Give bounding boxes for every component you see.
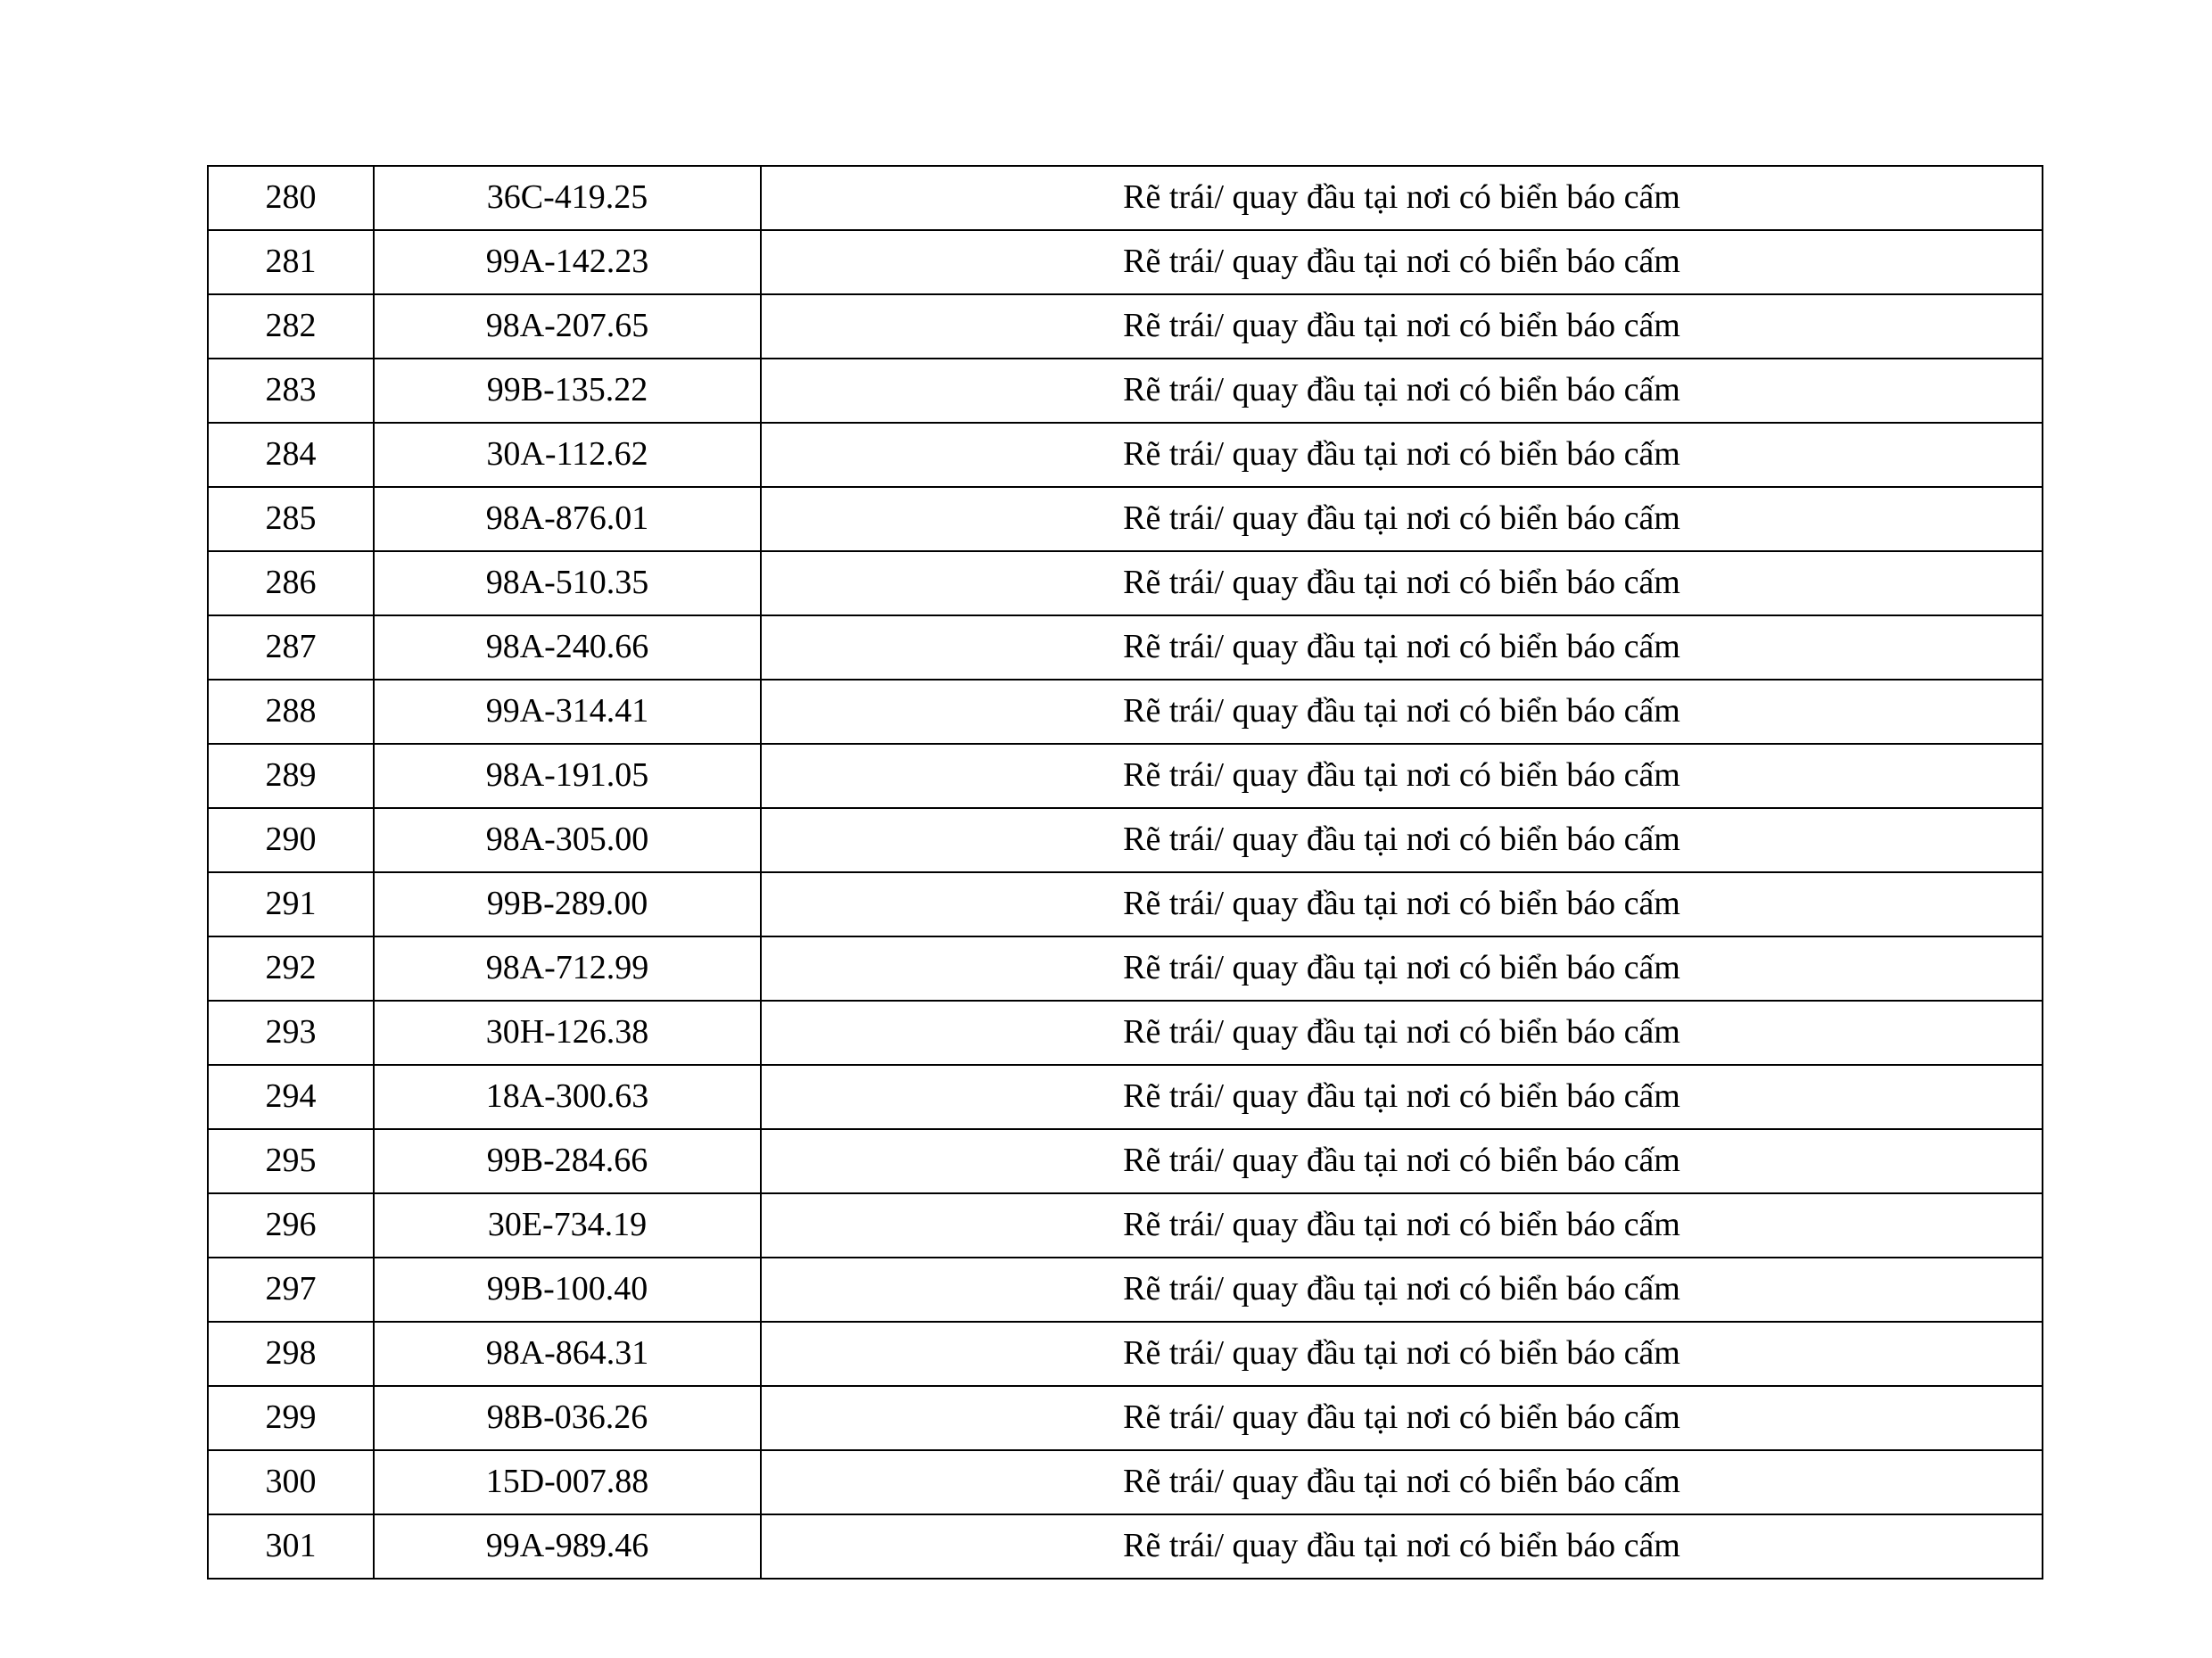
table-row <box>208 808 2043 872</box>
cell-violation-description: Rẽ trái/ quay đầu tại nơi có biển báo cấm <box>761 1129 2043 1193</box>
cell-violation-description: Rẽ trái/ quay đầu tại nơi có biển báo cấm <box>761 1450 2043 1514</box>
cell-violation-description: Rẽ trái/ quay đầu tại nơi có biển báo cấm <box>761 423 2043 487</box>
table-row <box>208 872 2043 936</box>
cell-index: 300 <box>208 1450 374 1514</box>
cell-violation-description: Rẽ trái/ quay đầu tại nơi có biển báo cấm <box>761 1065 2043 1129</box>
table-row <box>208 680 2043 744</box>
table-row <box>208 294 2043 359</box>
cell-license-plate: 99A-314.41 <box>374 680 761 744</box>
cell-license-plate: 99B-289.00 <box>374 872 761 936</box>
cell-violation-description: Rẽ trái/ quay đầu tại nơi có biển báo cấm <box>761 936 2043 1001</box>
violations-table-container <box>207 165 2004 1580</box>
cell-violation-description: Rẽ trái/ quay đầu tại nơi có biển báo cấm <box>761 1258 2043 1322</box>
cell-index: 283 <box>208 359 374 423</box>
cell-index: 280 <box>208 166 374 230</box>
cell-index: 301 <box>208 1514 374 1579</box>
cell-license-plate: 99B-100.40 <box>374 1258 761 1322</box>
table-row <box>208 423 2043 487</box>
table-row <box>208 744 2043 808</box>
cell-violation-description: Rẽ trái/ quay đầu tại nơi có biển báo cấm <box>761 294 2043 359</box>
cell-violation-description: Rẽ trái/ quay đầu tại nơi có biển báo cấm <box>761 1514 2043 1579</box>
cell-license-plate: 36C-419.25 <box>374 166 761 230</box>
cell-license-plate: 98A-191.05 <box>374 744 761 808</box>
cell-license-plate: 99B-135.22 <box>374 359 761 423</box>
cell-license-plate: 98A-305.00 <box>374 808 761 872</box>
cell-index: 284 <box>208 423 374 487</box>
table-row <box>208 1001 2043 1065</box>
table-row <box>208 230 2043 294</box>
cell-license-plate: 99B-284.66 <box>374 1129 761 1193</box>
cell-index: 290 <box>208 808 374 872</box>
cell-violation-description: Rẽ trái/ quay đầu tại nơi có biển báo cấm <box>761 1193 2043 1258</box>
table-row <box>208 1193 2043 1258</box>
cell-violation-description: Rẽ trái/ quay đầu tại nơi có biển báo cấm <box>761 1001 2043 1065</box>
cell-license-plate: 98A-207.65 <box>374 294 761 359</box>
cell-violation-description: Rẽ trái/ quay đầu tại nơi có biển báo cấm <box>761 166 2043 230</box>
cell-license-plate: 98A-240.66 <box>374 615 761 680</box>
cell-index: 297 <box>208 1258 374 1322</box>
cell-license-plate: 30A-112.62 <box>374 423 761 487</box>
cell-violation-description: Rẽ trái/ quay đầu tại nơi có biển báo cấm <box>761 872 2043 936</box>
cell-index: 291 <box>208 872 374 936</box>
table-row <box>208 1514 2043 1579</box>
table-row <box>208 1129 2043 1193</box>
cell-index: 288 <box>208 680 374 744</box>
cell-violation-description: Rẽ trái/ quay đầu tại nơi có biển báo cấm <box>761 1386 2043 1450</box>
cell-index: 292 <box>208 936 374 1001</box>
cell-index: 294 <box>208 1065 374 1129</box>
cell-violation-description: Rẽ trái/ quay đầu tại nơi có biển báo cấm <box>761 680 2043 744</box>
violations-table-body <box>208 166 2043 1579</box>
table-row <box>208 1322 2043 1386</box>
cell-index: 296 <box>208 1193 374 1258</box>
cell-license-plate: 18A-300.63 <box>374 1065 761 1129</box>
cell-index: 289 <box>208 744 374 808</box>
cell-violation-description: Rẽ trái/ quay đầu tại nơi có biển báo cấm <box>761 744 2043 808</box>
cell-index: 285 <box>208 487 374 551</box>
cell-violation-description: Rẽ trái/ quay đầu tại nơi có biển báo cấm <box>761 551 2043 615</box>
cell-index: 286 <box>208 551 374 615</box>
cell-index: 298 <box>208 1322 374 1386</box>
cell-index: 287 <box>208 615 374 680</box>
cell-violation-description: Rẽ trái/ quay đầu tại nơi có biển báo cấm <box>761 487 2043 551</box>
table-row <box>208 359 2043 423</box>
table-row <box>208 1065 2043 1129</box>
cell-license-plate: 99A-142.23 <box>374 230 761 294</box>
cell-violation-description: Rẽ trái/ quay đầu tại nơi có biển báo cấm <box>761 1322 2043 1386</box>
cell-violation-description: Rẽ trái/ quay đầu tại nơi có biển báo cấm <box>761 230 2043 294</box>
cell-license-plate: 98A-712.99 <box>374 936 761 1001</box>
table-row <box>208 615 2043 680</box>
table-row <box>208 166 2043 230</box>
cell-index: 282 <box>208 294 374 359</box>
table-row <box>208 936 2043 1001</box>
cell-license-plate: 15D-007.88 <box>374 1450 761 1514</box>
table-row <box>208 1450 2043 1514</box>
cell-index: 295 <box>208 1129 374 1193</box>
cell-license-plate: 98B-036.26 <box>374 1386 761 1450</box>
cell-index: 299 <box>208 1386 374 1450</box>
cell-license-plate: 98A-864.31 <box>374 1322 761 1386</box>
table-row <box>208 1258 2043 1322</box>
table-row <box>208 487 2043 551</box>
cell-license-plate: 98A-510.35 <box>374 551 761 615</box>
cell-violation-description: Rẽ trái/ quay đầu tại nơi có biển báo cấm <box>761 359 2043 423</box>
cell-license-plate: 30E-734.19 <box>374 1193 761 1258</box>
table-row <box>208 551 2043 615</box>
cell-license-plate: 30H-126.38 <box>374 1001 761 1065</box>
cell-violation-description: Rẽ trái/ quay đầu tại nơi có biển báo cấm <box>761 808 2043 872</box>
cell-license-plate: 99A-989.46 <box>374 1514 761 1579</box>
cell-index: 281 <box>208 230 374 294</box>
table-row <box>208 1386 2043 1450</box>
cell-index: 293 <box>208 1001 374 1065</box>
violations-table <box>207 165 2043 1580</box>
cell-violation-description: Rẽ trái/ quay đầu tại nơi có biển báo cấm <box>761 615 2043 680</box>
cell-license-plate: 98A-876.01 <box>374 487 761 551</box>
